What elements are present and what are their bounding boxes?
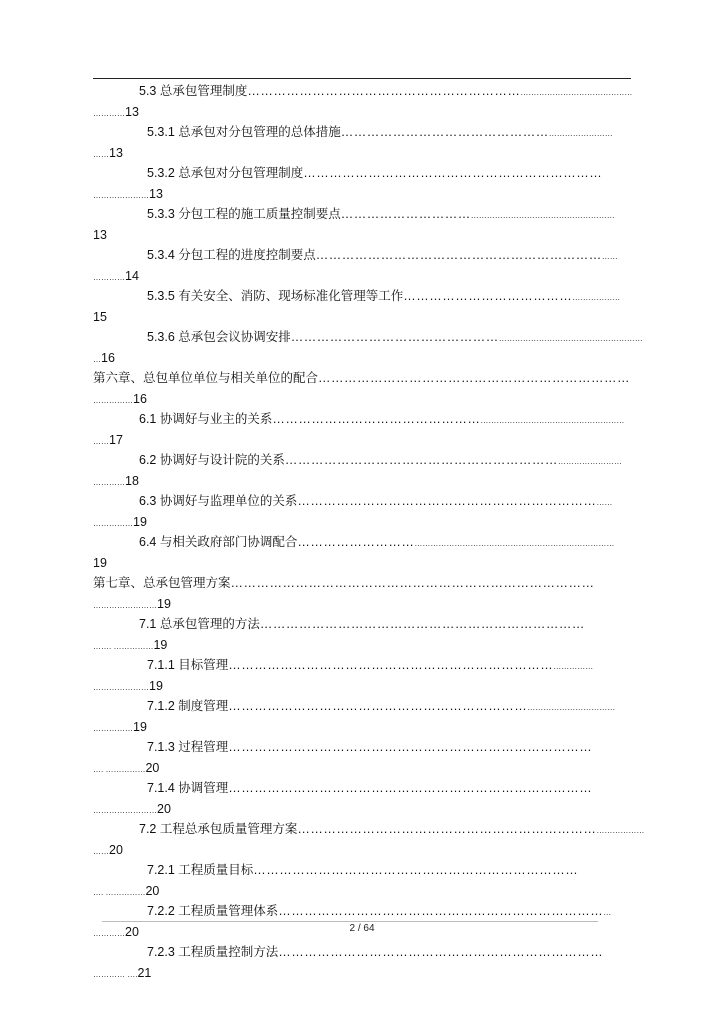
toc-entry-leader: ………………………………………………………………………… [228,740,593,754]
toc-entry-line [93,267,631,288]
toc-entry-line [93,513,631,534]
toc-entry-leader-fine: ……………………………………………… [498,334,643,343]
toc-entry-line [93,451,631,472]
toc-entry-leader-fine: …… [596,498,613,507]
toc-entry-line [93,943,631,964]
toc-entry-leader-fine: ……………………………………………… [480,416,625,425]
toc-entry-leader: ………………………………………………………………………… [228,781,593,795]
toc-entry-page: 20 [145,883,160,898]
toc-entry-title: 7.2.2 工程质量管理体系 [147,904,279,918]
toc-entry-line [93,349,631,370]
toc-entry-title: 5.3.2 总承包对分包管理制度 [147,166,304,180]
toc-entry-line [93,205,631,226]
toc-entry-line [93,656,631,677]
toc-entry-title: 7.1.2 制度管理 [147,699,229,713]
toc-entry-line [93,738,631,759]
toc-entry-leader: ………………………… [340,207,471,221]
toc-entry-leader-fine: …………………… [557,457,622,466]
toc-entry-line [93,902,631,923]
toc-entry-leader: ………………………………………………………………… [278,904,604,918]
toc-entry-title: 7.2.3 工程质量控制方法 [147,945,279,959]
toc-entry[interactable] [93,492,631,533]
toc-entry-title: 6.2 协调好与设计院的关系 [139,453,285,467]
toc-entry[interactable] [93,861,631,902]
toc-entry-leader-continued: … [93,354,101,364]
toc-entry-page: 19 [153,637,168,652]
toc-entry[interactable] [93,738,631,779]
toc-entry-leader: ………………………………………………………………… [278,945,604,959]
toc-entry-leader: ……………………………………………………… [247,84,521,98]
footer-rule [102,921,598,922]
toc-entry-title: 5.3.3 分包工程的施工质量控制要点 [147,207,341,221]
toc-entry-line [93,964,631,985]
toc-entry-page: 18 [125,473,139,488]
toc-entry-line [93,718,631,739]
toc-entry-page: 19 [93,555,107,570]
toc-entry[interactable] [93,123,631,164]
toc-entry-page: 19 [149,678,163,693]
toc-entry-line [93,882,631,903]
toc-entry-line [93,431,631,452]
toc-entry-page: 20 [157,801,171,816]
toc-entry-line [93,472,631,493]
toc-entry-leader-fine: …………………………… [527,703,616,712]
toc-entry[interactable] [93,943,631,984]
toc-entry-title: 6.4 与相关政府部门协调配合 [139,535,298,549]
toc-entry-line [93,595,631,616]
toc-entry-line [93,226,631,247]
toc-entry-line [93,554,631,575]
toc-entry[interactable] [93,246,631,287]
toc-entry-page: 19 [133,514,147,529]
toc-entry-leader-continued: …… [93,436,109,446]
toc-entry-page: 13 [125,104,139,119]
toc-entry-leader: ………………………………………………………………………… [230,576,595,590]
toc-entry-leader: ……………………………………………………… [284,453,558,467]
toc-entry-leader-fine: ……………… [572,293,621,302]
toc-entry-line [93,820,645,841]
toc-entry-line [93,574,631,595]
toc-entry-line [93,308,631,329]
toc-entry-line [93,164,631,185]
toc-entry-line [93,697,631,718]
toc-entry-title: 5.3.5 有关安全、消防、现场标准化管理等工作 [147,289,404,303]
toc-entry[interactable] [93,205,631,246]
toc-entry-page: 16 [101,350,115,365]
toc-entry-leader-fine: …………………………………… [520,88,633,97]
toc-entry-leader: ………………………………………… [290,330,499,344]
toc-entry-leader: ……………………………………………………………… [318,371,631,385]
toc-entry-line [93,246,631,267]
toc-entry-title: 5.3 总承包管理制度 [139,84,248,98]
toc-entry[interactable] [93,410,631,451]
toc-entry-page: 15 [93,309,107,324]
toc-entry-leader-continued: ………………… [93,682,149,692]
toc-entry-line [93,185,631,206]
toc-entry-leader: …………………………………………………………… [228,699,528,713]
toc-entry-title: 5.3.6 总承包会议协调安排 [147,330,291,344]
toc-entry-leader-continued: …. …………… [93,887,146,897]
toc-entry[interactable] [93,328,643,369]
toc-entry-line [93,615,631,636]
toc-entry-leader-continued: ………… [93,108,125,118]
toc-entry-leader: ………………………………… [403,289,573,303]
toc-entry-page: 20 [145,760,160,775]
table-of-contents [93,82,645,984]
toc-entry-title: 6.3 协调好与监理单位的关系 [139,494,298,508]
toc-entry-page: 14 [125,268,139,283]
toc-entry-leader: …………………………………………………………… [297,822,597,836]
toc-entry-page: 19 [133,719,147,734]
toc-entry-line [93,779,631,800]
toc-entry-leader-fine: ………………………………………………………………… [414,539,615,548]
toc-entry-line [93,410,631,431]
toc-entry-leader: ……………………… [297,535,415,549]
toc-entry-line [93,800,631,821]
toc-entry[interactable] [93,451,631,492]
toc-entry-leader-fine: … [603,908,612,917]
toc-entry-page: 13 [93,227,107,242]
toc-entry-line [93,144,631,165]
toc-entry-line [93,636,631,657]
toc-entry-page: 20 [109,842,123,857]
toc-entry-line [93,492,631,513]
toc-entry[interactable] [93,369,631,410]
toc-entry-leader-fine: ……………………………………………… [470,211,615,220]
toc-entry[interactable] [93,574,631,615]
toc-entry-leader: …………………………………………………………… [297,494,597,508]
toc-entry-leader: ………………………………………………………………… [259,617,585,631]
toc-entry-leader: ………………………………………………………… [315,248,602,262]
toc-entry-page: 19 [157,596,171,611]
toc-entry-title: 7.1.4 协调管理 [147,781,229,795]
toc-entry-line [93,328,643,349]
toc-entry-title: 7.1.1 目标管理 [147,658,229,672]
toc-entry-leader-continued: ………………… [93,190,149,200]
toc-entry-leader: ………………………………………………………………… [228,658,554,672]
toc-entry[interactable] [93,697,631,738]
toc-entry[interactable] [93,820,645,861]
toc-entry-line [93,841,631,862]
toc-entry-page: 13 [149,186,163,201]
toc-entry[interactable] [93,615,631,656]
toc-entry-line [93,369,631,390]
toc-entry-leader-continued: ………… [93,272,125,282]
toc-entry[interactable] [93,287,631,328]
toc-entry-line [93,677,631,698]
toc-entry-title: 第六章、总包单位单位与相关单位的配合 [93,371,319,385]
toc-entry-line [93,759,631,780]
toc-entry-leader: …………………………………………………………… [303,166,603,180]
toc-entry-leader-continued: …………………… [93,805,157,815]
toc-entry-line [93,390,631,411]
toc-entry-leader-continued: ………… …. [93,969,138,979]
toc-entry-leader-continued: …. …………… [93,764,146,774]
toc-entry-title: 第七章、总承包管理方案 [93,576,231,590]
toc-entry-leader: ………………………………………… [272,412,481,426]
toc-entry-line [93,533,631,554]
toc-entry-page: 20 [125,924,139,939]
toc-entry-title: 6.1 协调好与业主的关系 [139,412,273,426]
toc-entry-line [93,103,631,124]
toc-entry-leader-fine: …… [601,252,618,261]
toc-entry[interactable] [93,779,631,820]
header-rule [93,78,631,79]
toc-entry[interactable] [93,656,631,697]
page-number: 2 / 64 [349,923,375,934]
toc-entry-leader: ………………………………………… [340,125,549,139]
toc-entry-leader-fine: …………………… [548,129,613,138]
toc-entry-title: 7.2.1 工程质量目标 [147,863,254,877]
toc-entry-leader-continued: ………… [93,928,125,938]
toc-entry-leader-continued: …… [93,846,109,856]
toc-entry-line [93,861,631,882]
toc-entry-title: 7.1 总承包管理的方法 [139,617,260,631]
toc-entry-leader: ………………………………………………………………… [253,863,579,877]
toc-entry-title: 5.3.1 总承包对分包管理的总体措施 [147,125,341,139]
toc-entry-leader-continued: …………… [93,518,133,528]
toc-entry-title: 5.3.4 分包工程的进度控制要点 [147,248,316,262]
toc-entry-leader-continued: ………… [93,477,125,487]
toc-entry-page: 21 [137,965,152,980]
toc-entry-leader-fine: ……………… [596,826,645,835]
toc-entry-leader-continued: …… [93,149,109,159]
toc-entry-leader-continued: ……. …………… [93,641,154,651]
toc-entry[interactable] [93,533,631,574]
toc-entry-line [93,287,631,308]
toc-entry-leader-continued: …………… [93,395,133,405]
toc-entry[interactable] [93,82,631,123]
toc-entry-title: 7.1.3 过程管理 [147,740,229,754]
toc-entry-leader-continued: …………… [93,723,133,733]
toc-entry[interactable] [93,164,631,205]
toc-entry-page: 13 [109,145,123,160]
toc-entry-page: 16 [133,391,147,406]
toc-entry-leader-fine: …………… [553,662,594,671]
toc-entry-leader-continued: …………………… [93,600,157,610]
toc-entry-line [93,123,631,144]
toc-entry-title: 7.2 工程总承包质量管理方案 [139,822,298,836]
toc-entry-line [93,82,631,103]
toc-entry-page: 17 [109,432,123,447]
